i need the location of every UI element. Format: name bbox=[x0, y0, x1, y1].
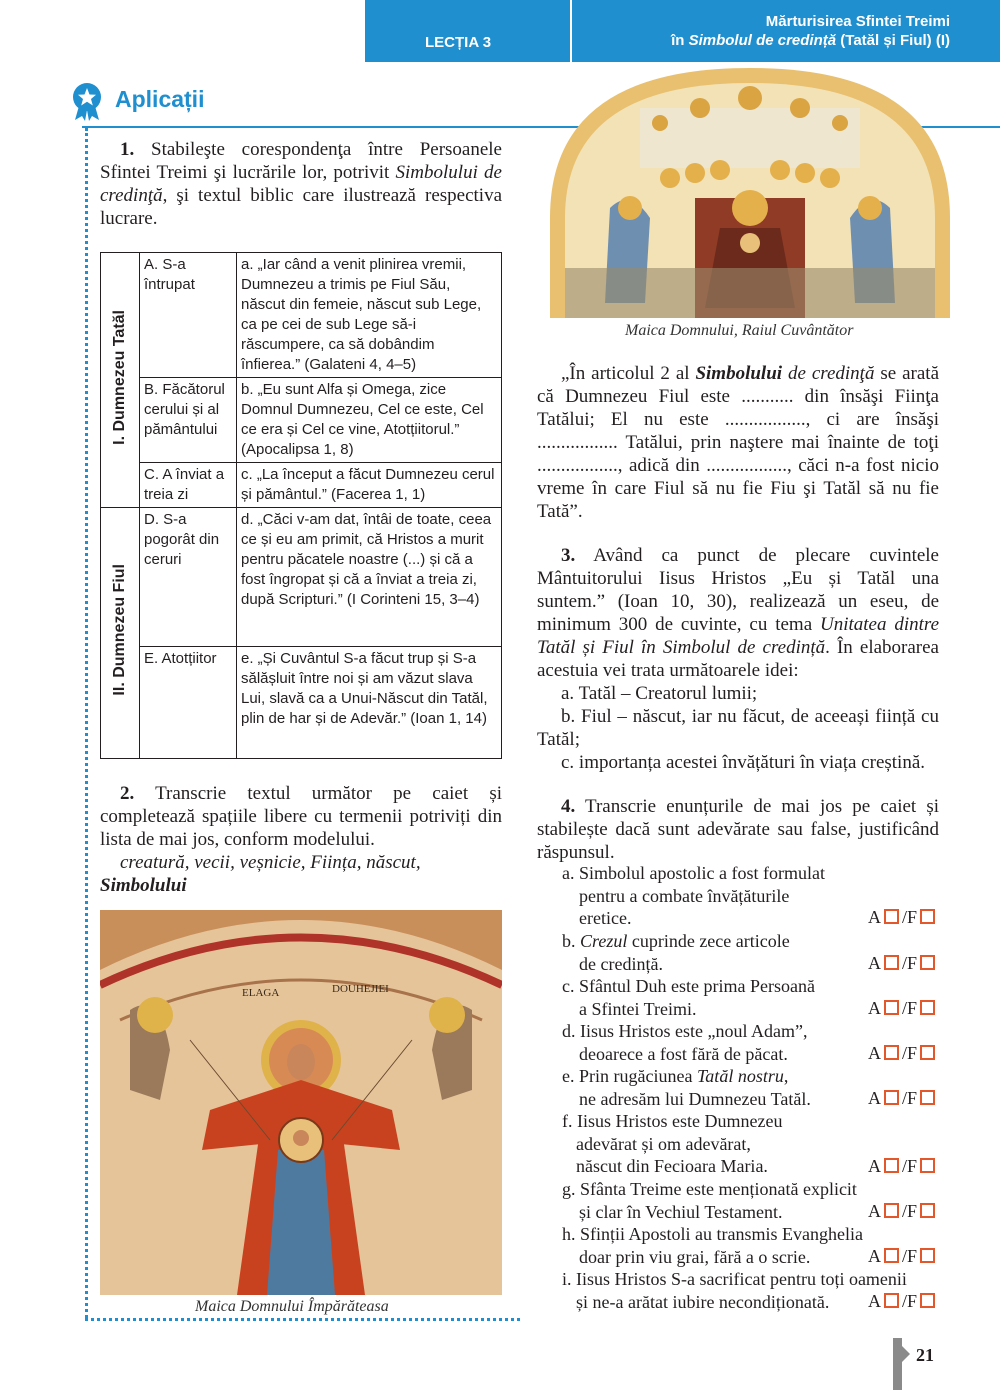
true-checkbox[interactable] bbox=[884, 1045, 899, 1060]
false-checkbox[interactable] bbox=[920, 1000, 935, 1015]
statement-i-line1: i. Iisus Hristos S-a sacrificat pentru toți oamenii bbox=[562, 1269, 907, 1289]
statement-h-line2: doar prin viu grai, fără a o scrie. bbox=[579, 1246, 811, 1267]
statement-b-line1 bbox=[562, 930, 790, 953]
statement-g-line1: g. Sfânta Treime este menționată explicit bbox=[562, 1179, 857, 1199]
statement-b-italic: Crezul bbox=[580, 931, 628, 951]
lesson-title-bar bbox=[572, 0, 1000, 62]
true-checkbox[interactable] bbox=[884, 1293, 899, 1308]
task4-text bbox=[537, 795, 939, 864]
answer-true-label: A bbox=[867, 1246, 881, 1266]
task3-text-a: Având ca punct de plecare cuvintele Mântuitorului Iisus Hristos „Eu și Tatăl una suntem.” (Ioan 10, 30), realizează un eseu, de minimum 300 de cuvinte, cu tema bbox=[537, 545, 939, 635]
false-checkbox[interactable] bbox=[920, 1045, 935, 1060]
answer-i bbox=[868, 1291, 938, 1312]
statement-f-line3: născut din Fecioara Maria. bbox=[576, 1156, 768, 1176]
statement-h bbox=[562, 1223, 863, 1268]
task2-word-bold: Simbolului bbox=[100, 875, 187, 896]
statement-d-line1: d. Iisus Hristos este „noul Adam”, bbox=[562, 1021, 808, 1041]
true-checkbox[interactable] bbox=[884, 1158, 899, 1173]
true-checkbox[interactable] bbox=[884, 1000, 899, 1015]
award-ribbon-icon bbox=[70, 82, 104, 122]
answer-true-label: A bbox=[867, 907, 881, 927]
statement-a bbox=[562, 862, 825, 930]
table-cell-right: e. „Și Cuvântul S-a făcut trup și S-a sălășluit între noi și am văzut slava Lui, slavă ca a Unui-Născut din Tatăl, plin de har și de Adevăr.” (Ioan 1, 14) bbox=[237, 646, 502, 758]
icon-label-left: ELAGA bbox=[242, 987, 280, 999]
lesson-title-line2 bbox=[572, 31, 1000, 50]
table-row bbox=[101, 646, 502, 758]
task2-instructions: Transcrie textul următor pe caiet și completează spațiile libere cu termenii potriviți din lista de mai jos, conform modelului. bbox=[100, 783, 502, 850]
icon-painting-empress bbox=[100, 910, 502, 1295]
answer-false-label: /F bbox=[901, 1246, 917, 1266]
true-checkbox[interactable] bbox=[884, 1248, 899, 1263]
fill-text-start: „În articolul 2 al bbox=[561, 363, 696, 384]
task1-text-b: , şi textul biblic care ilustrează respectiva lucrare. bbox=[100, 185, 502, 229]
statement-b-rest: cuprinde zece articole bbox=[627, 931, 790, 951]
task3-idea-a: a. Tatăl – Creatorul lumii; bbox=[561, 683, 758, 704]
false-checkbox[interactable] bbox=[920, 1293, 935, 1308]
statement-f bbox=[562, 1110, 782, 1178]
answer-false-label: /F bbox=[901, 1088, 917, 1108]
icon-image-empress bbox=[100, 910, 502, 1295]
answer-true-label: A bbox=[867, 1043, 881, 1063]
answer-true-label: A bbox=[867, 1201, 881, 1221]
task3-text bbox=[537, 544, 939, 774]
caption-paradise: Maica Domnului, Raiul Cuvântător bbox=[625, 322, 854, 339]
table-cell-left: B. Făcătorul cerului și al pământului bbox=[140, 378, 237, 463]
answer-false-label: /F bbox=[901, 953, 917, 973]
task3-text-b: . În elaborarea acestuia vei trata următoarele idei: bbox=[537, 637, 939, 681]
icon-image-paradise bbox=[550, 68, 950, 318]
group2-label: II. Dumnezeu Fiul bbox=[111, 564, 128, 696]
statement-c-line1: c. Sfântul Duh este prima Persoană bbox=[562, 976, 815, 996]
statement-c bbox=[562, 975, 815, 1020]
answer-true-label: A bbox=[867, 998, 881, 1018]
answer-true-label: A bbox=[867, 1088, 881, 1108]
fill-text-bold: Simbolului bbox=[695, 363, 783, 384]
true-checkbox[interactable] bbox=[884, 1090, 899, 1105]
statement-e-line2: ne adresăm lui Dumnezeu Tatăl. bbox=[579, 1088, 811, 1109]
dotted-border-bottom bbox=[85, 1318, 520, 1321]
false-checkbox[interactable] bbox=[920, 1158, 935, 1173]
statement-c-line2: a Sfintei Treimi. bbox=[579, 998, 697, 1019]
table-row bbox=[101, 508, 502, 647]
false-checkbox[interactable] bbox=[920, 955, 935, 970]
answer-true-label: A bbox=[867, 1291, 881, 1311]
dotted-border-left bbox=[85, 128, 88, 1318]
table-cell-left: A. S-a întrupat bbox=[140, 253, 237, 378]
answer-f bbox=[868, 1156, 938, 1177]
true-checkbox[interactable] bbox=[884, 909, 899, 924]
statement-f-line2: adevărat și om adevărat, bbox=[576, 1133, 751, 1154]
table-cell-left: E. Atotțiitor bbox=[140, 646, 237, 758]
statement-e-rest: , bbox=[783, 1066, 789, 1086]
fill-in-text bbox=[537, 362, 939, 523]
statement-d-line2: deoarece a fost fără de păcat. bbox=[579, 1043, 788, 1064]
statement-b-prefix: b. bbox=[562, 931, 580, 951]
statement-b bbox=[562, 930, 790, 975]
false-checkbox[interactable] bbox=[920, 1203, 935, 1218]
false-checkbox[interactable] bbox=[920, 1090, 935, 1105]
true-checkbox[interactable] bbox=[884, 1203, 899, 1218]
statement-i-line2: și ne-a arătat iubire necondiționată. bbox=[576, 1291, 830, 1312]
false-checkbox[interactable] bbox=[920, 1248, 935, 1263]
answer-b bbox=[868, 953, 938, 974]
table-row bbox=[101, 253, 502, 378]
statement-a-line3: eretice. bbox=[579, 908, 632, 928]
table-cell-right: a. „Iar când a venit plinirea vremii, Dumnezeu a trimis pe Fiul Său, născut din femeie, născut sub Lege, ca pe cei de sub Lege să-i răscumpere, ca să dobândim înfierea.” (Galateni 4, 4–5) bbox=[237, 253, 502, 378]
group1-cell bbox=[101, 253, 140, 508]
fill-text-italic: de credinţă bbox=[782, 363, 875, 384]
answer-false-label: /F bbox=[901, 1201, 917, 1221]
title-suffix: (Tatăl și Fiul) (I) bbox=[836, 32, 950, 49]
answer-h bbox=[868, 1246, 938, 1267]
table-cell-left: D. S-a pogorât din ceruri bbox=[140, 508, 237, 647]
task4-instructions: Transcrie enunțurile de mai jos pe caiet și stabilește dacă sunt adevărate sau false, justificând răspunsul. bbox=[537, 796, 939, 863]
table-row bbox=[101, 378, 502, 463]
statement-d bbox=[562, 1020, 807, 1065]
statement-e-prefix: e. Prin rugăciunea bbox=[562, 1066, 697, 1086]
true-checkbox[interactable] bbox=[884, 955, 899, 970]
caption-empress: Maica Domnului Împărăteasa bbox=[195, 1298, 389, 1315]
answer-false-label: /F bbox=[901, 907, 917, 927]
correspondence-table bbox=[100, 252, 502, 759]
group2-cell bbox=[101, 508, 140, 759]
lesson-title-line1: Mărturisirea Sfintei Treimi bbox=[765, 13, 950, 30]
task3-number: 3. bbox=[561, 545, 576, 566]
page-number: 21 bbox=[916, 1345, 934, 1365]
task3-idea-c: c. importanța acestei învățături în viața creștină. bbox=[561, 752, 926, 773]
icon-label-right: DOUHEJIEI bbox=[332, 983, 389, 995]
answer-false-label: /F bbox=[901, 1043, 917, 1063]
answer-e bbox=[868, 1088, 938, 1109]
lesson-label-bar bbox=[365, 0, 570, 62]
table-row bbox=[101, 463, 502, 508]
task1-text-a: Stabileşte corespondenţa între Persoanele Sfintei Treimi şi lucrările lor, potrivit bbox=[100, 139, 502, 183]
answer-false-label: /F bbox=[901, 1156, 917, 1176]
task2-number: 2. bbox=[120, 783, 135, 804]
title-italic: Simbolul de credință bbox=[688, 32, 837, 49]
answer-d bbox=[868, 1043, 938, 1064]
group1-label: I. Dumnezeu Tatăl bbox=[111, 309, 128, 445]
statement-g bbox=[562, 1178, 857, 1223]
false-checkbox[interactable] bbox=[920, 909, 935, 924]
statement-f-line1: f. Iisus Hristos este Dumnezeu bbox=[562, 1111, 783, 1131]
task2-word-list: creatură, vecii, veșnicie, Ființa, născut, bbox=[120, 852, 421, 873]
table-cell-right: d. „Căci v-am dat, întâi de toate, ceea ce și eu am primit, că Hristos a murit pentru păcatele noastre (...) și că a fost îngropat și că a înviat a treia zi, după Scripturi.” (I Corinteni 15, 3–4) bbox=[237, 508, 502, 647]
answer-c bbox=[868, 998, 938, 1019]
table-cell-left: C. A înviat a treia zi bbox=[140, 463, 237, 508]
answer-a bbox=[868, 907, 938, 928]
statement-g-line2: și clar în Vechiul Testament. bbox=[579, 1201, 783, 1222]
task1-text-italic: Simbolului de credinţă bbox=[100, 162, 502, 206]
page-marker-arrow bbox=[902, 1346, 910, 1362]
statement-e-line1 bbox=[562, 1065, 811, 1088]
page-marker bbox=[893, 1338, 902, 1390]
task4-number: 4. bbox=[561, 796, 576, 817]
task2-text bbox=[100, 782, 502, 897]
task3-text-italic: Unitatea dintre Tatăl și Fiul în Simbolul de credință bbox=[537, 614, 940, 658]
task1-text bbox=[100, 138, 502, 230]
statement-i bbox=[562, 1268, 907, 1313]
fill-text-body: se arată că Dumnezeu Fiul este ........... din însăşi Fiinţa Tatălui; El nu este ................., ci are însăşi ................. Tatălui, prin naştere mai înainte de toţi ................., adică din ................., căci n-a fost nicio vreme în care Fiul să nu fie Fiu şi Tatăl să nu fie Tată”. bbox=[537, 363, 940, 522]
task1-number: 1. bbox=[120, 139, 135, 160]
table-cell-right: b. „Eu sunt Alfa și Omega, zice Domnul Dumnezeu, Cel ce este, Cel ce era și Cel ce vine, Atotțiitorul.” (Apocalipsa 1, 8) bbox=[237, 378, 502, 463]
lesson-label: LECȚIA 3 bbox=[425, 34, 492, 51]
statement-a-line2: pentru a combate învățăturile bbox=[579, 885, 790, 906]
section-title: Aplicații bbox=[115, 86, 205, 112]
answer-false-label: /F bbox=[901, 1291, 917, 1311]
statement-e bbox=[562, 1065, 811, 1110]
answer-false-label: /F bbox=[901, 998, 917, 1018]
answer-true-label: A bbox=[867, 953, 881, 973]
statement-e-italic: Tatăl nostru bbox=[696, 1066, 784, 1086]
table-cell-right: c. „La început a făcut Dumnezeu cerul și pământul.” (Facerea 1, 1) bbox=[237, 463, 502, 508]
statement-a-line1: a. Simbolul apostolic a fost formulat bbox=[562, 863, 825, 883]
title-prefix: în bbox=[671, 32, 689, 49]
answer-g bbox=[868, 1201, 938, 1222]
icon-painting-paradise bbox=[550, 68, 950, 318]
statement-h-line1: h. Sfinții Apostoli au transmis Evanghelia bbox=[562, 1224, 863, 1244]
task3-idea-b: b. Fiul – născut, iar nu făcut, de aceeași ființă cu Tatăl; bbox=[537, 706, 939, 750]
statement-b-line2: de credință. bbox=[579, 953, 663, 974]
answer-true-label: A bbox=[867, 1156, 881, 1176]
